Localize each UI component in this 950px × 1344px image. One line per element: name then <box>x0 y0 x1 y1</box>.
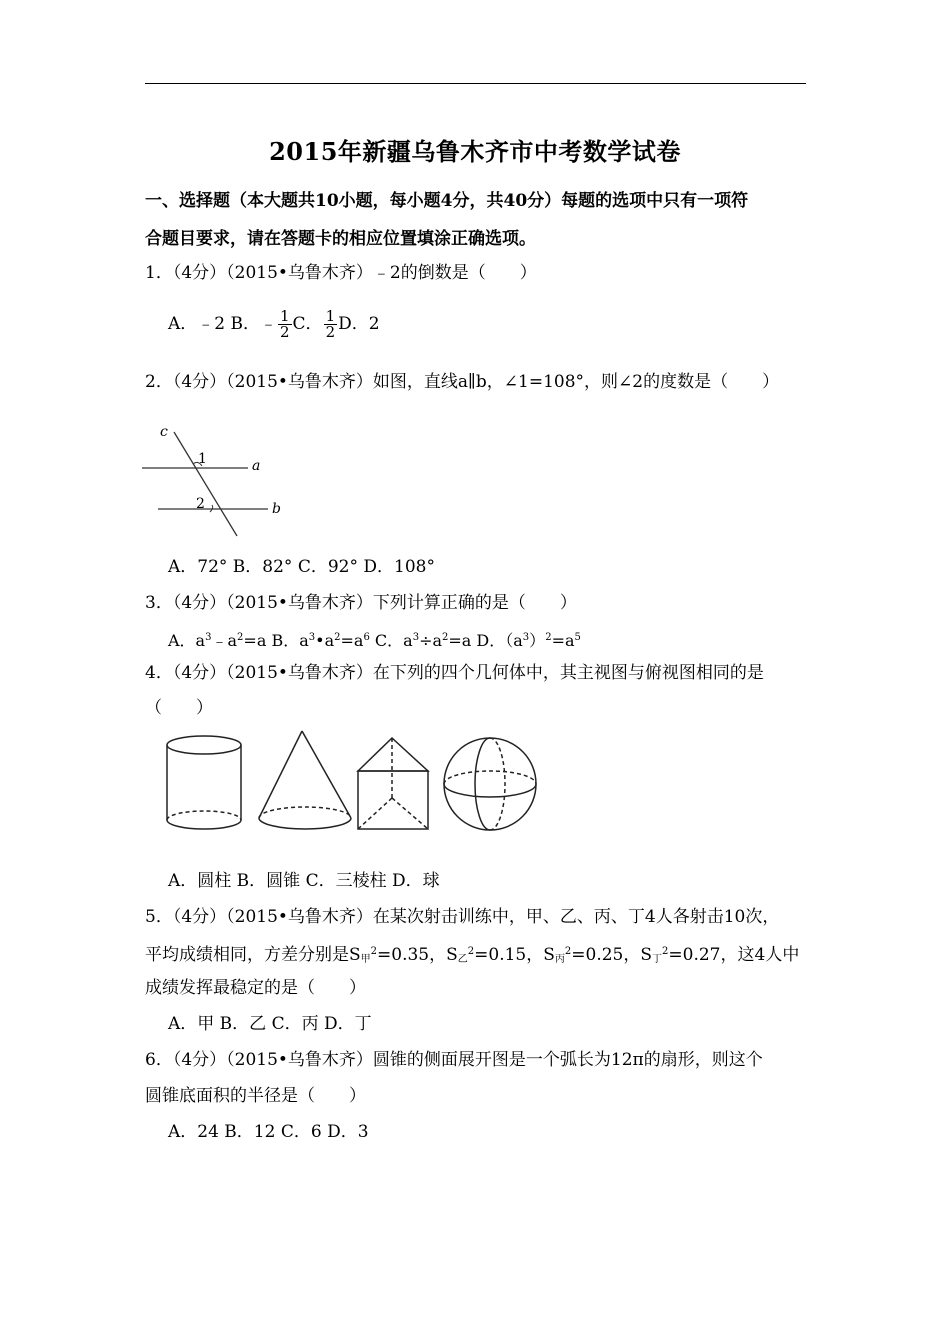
q5-stem-line3: 成绩发挥最稳定的是（ ） <box>145 978 366 998</box>
q1-options <box>168 308 380 340</box>
cylinder-shape <box>167 736 241 829</box>
q4-stem-paren: （ ） <box>145 698 213 718</box>
header-rule <box>145 83 806 84</box>
q6-options: A．24 B．12 C．6 D．3 <box>168 1122 369 1142</box>
section-heading-line2: 合题目要求，请在答题卡的相应位置填涂正确选项。 <box>145 229 536 249</box>
q1-option-a: A．﹣2 <box>168 314 226 334</box>
q5-stem: 5．（4分）（2015•乌鲁木齐）在某次射击训练中，甲、乙、丙、丁4人各射击10次， <box>145 907 780 927</box>
q6-stem: 6．（4分）（2015•乌鲁木齐）圆锥的侧面展开图是一个弧长为12π的扇形，则这个 <box>145 1050 763 1070</box>
label-1: 1 <box>198 451 207 467</box>
cone-shape <box>259 731 351 829</box>
section-heading-line1: 一、选择题（本大题共10小题，每小题4分，共40分）每题的选项中只有一项符 <box>145 191 749 211</box>
q1-option-b-fraction: $\frac{1}{2}$ <box>280 307 290 341</box>
q1-option-c: C． <box>292 314 323 334</box>
sphere-shape <box>444 738 536 830</box>
q1-option-d: D．2 <box>338 314 380 334</box>
page-title: 2015年新疆乌鲁木齐市中考数学试卷 <box>269 137 681 166</box>
label-c: c <box>160 424 168 440</box>
q1-option-b: B．﹣ <box>230 314 277 334</box>
line-c <box>174 432 237 536</box>
triangular-prism-shape <box>358 738 428 829</box>
q3-stem: 3．（4分）（2015•乌鲁木齐）下列计算正确的是（ ） <box>145 593 577 613</box>
q2-options: A．72° B．82° C．92° D．108° <box>168 557 435 577</box>
q1-stem: 1．（4分）（2015•乌鲁木齐）﹣2的倒数是（ ） <box>145 263 537 283</box>
label-b: b <box>272 501 281 517</box>
q5-stem-line2: 平均成绩相同，方差分别是$S_甲^2=0.35$，$S_乙^2=0.15$，$S_丙^2=0.25$，$S_丁^2=0.27$，这4人中 <box>145 945 800 965</box>
q5-options: A．甲 B．乙 C．丙 D．丁 <box>168 1014 372 1034</box>
label-a: a <box>252 458 261 474</box>
q4-options: A．圆柱 B．圆锥 C．三棱柱 D．球 <box>168 871 440 891</box>
q3-options: A．$a^3﹣a^2=a$ B．$a^3•a^2=a^6$ C．$a^3\div a^2=a$ D．$(a^3)^2=a^5$ <box>168 631 581 650</box>
q4-stem: 4．（4分）（2015•乌鲁木齐）在下列的四个几何体中，其主视图与俯视图相同的是 <box>145 663 764 683</box>
q4-solids-figure <box>160 728 545 838</box>
q2-stem: 2．（4分）（2015•乌鲁木齐）如图，直线a∥b，∠1=108°，则∠2的度数是（ ） <box>145 372 780 392</box>
q2-parallel-lines-figure <box>140 420 290 540</box>
label-2: 2 <box>196 496 205 512</box>
q6-stem-line2: 圆锥底面积的半径是（ ） <box>145 1086 366 1106</box>
q1-option-c-fraction: $\frac{1}{2}$ <box>325 307 336 341</box>
